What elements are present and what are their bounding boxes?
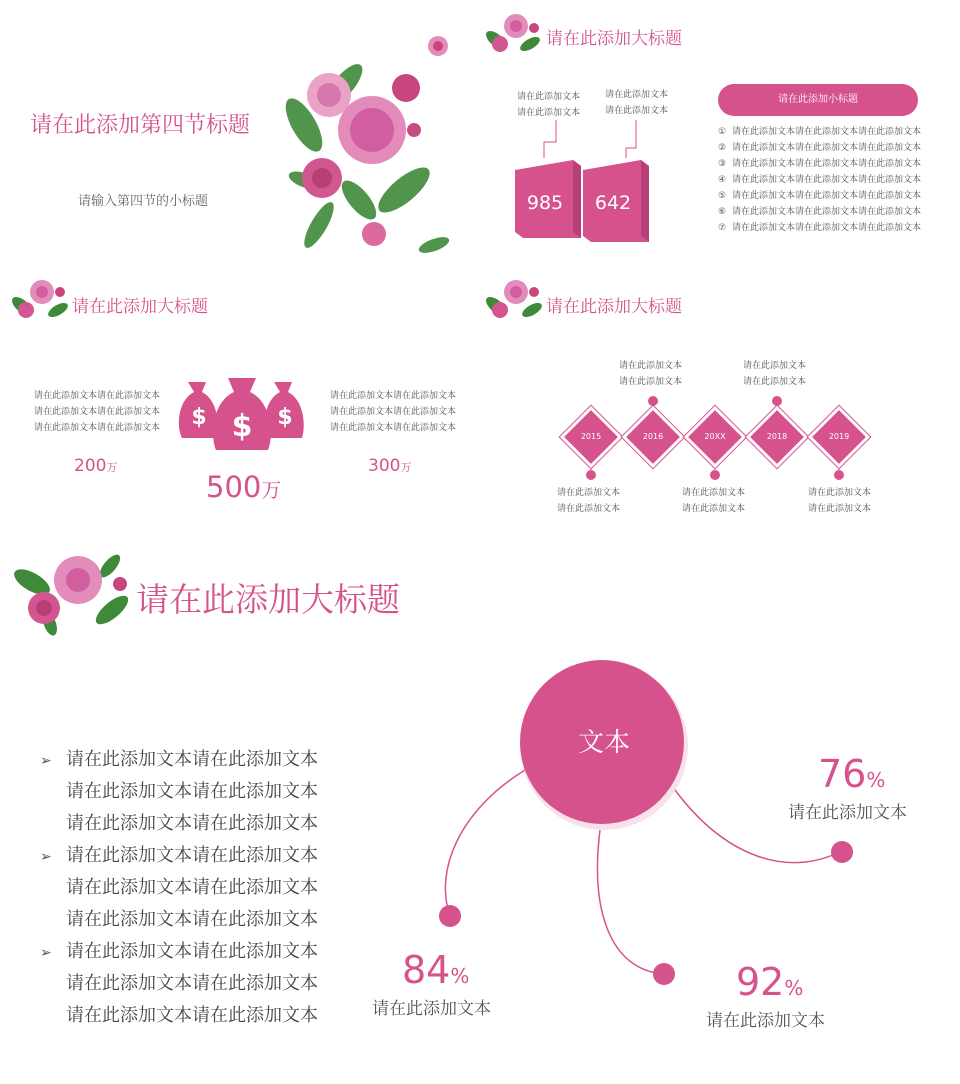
box-a: [515, 160, 581, 238]
list-item: ④ 请在此添加文本请在此添加文本请在此添加文本: [718, 175, 922, 185]
header-flower-icon: [486, 10, 542, 56]
list-item: ③ 请在此添加文本请在此添加文本请在此添加文本: [718, 159, 922, 169]
header-flower-icon: [14, 546, 132, 636]
node-dot: [439, 905, 461, 927]
slide2-title: 请在此添加大标题: [546, 29, 682, 49]
stat-84-label: 请在此添加文本: [372, 999, 491, 1019]
arrow-icon: ➢: [40, 945, 52, 961]
dollar-icon: $: [231, 409, 253, 444]
stat-76-value: 76%: [818, 752, 886, 796]
list-item: 请在此添加文本请在此添加文本: [66, 781, 318, 802]
peony-illustration: [284, 30, 454, 270]
dollar-icon: $: [191, 405, 207, 430]
bullet-list: [40, 744, 318, 1032]
timeline-bottom-text-1: 请在此添加文本 请在此添加文本: [557, 488, 621, 514]
list-item: ① 请在此添加文本请在此添加文本请在此添加文本: [718, 127, 922, 137]
timeline-node-20xx: 20XX: [688, 410, 742, 464]
slide3-title: 请在此添加大标题: [72, 297, 208, 317]
box-a-label: 请在此添加文本 请在此添加文本: [517, 92, 581, 118]
list-item: 请在此添加文本请在此添加文本: [66, 813, 318, 834]
timeline-top-text-1: 请在此添加文本 请在此添加文本: [619, 361, 683, 387]
numbered-list: [718, 124, 921, 236]
list-item: ⑦ 请在此添加文本请在此添加文本请在此添加文本: [718, 223, 922, 233]
node-dot: [653, 963, 675, 985]
section-subtitle: 请输入第四节的小标题: [78, 194, 209, 209]
timeline-node-2019: 2019: [812, 410, 866, 464]
timeline-top-text-2: 请在此添加文本 请在此添加文本: [743, 361, 807, 387]
arrow-icon: ➢: [40, 753, 52, 769]
timeline-dot: [772, 396, 782, 406]
stat-84-value: 84%: [402, 948, 470, 992]
money-left-value: 200万: [74, 456, 118, 476]
stat-76-label: 请在此添加文本: [788, 803, 907, 823]
list-item: ➢ 请在此添加文本请在此添加文本: [40, 744, 318, 776]
timeline-bottom-text-3: 请在此添加文本 请在此添加文本: [808, 488, 872, 514]
timeline-bottom-text-2: 请在此添加文本 请在此添加文本: [682, 488, 746, 514]
money-left-text: 请在此添加文本请在此添加文本 请在此添加文本请在此添加文本 请在此添加文本请在此添加文本: [34, 391, 161, 433]
list-item: ⑤ 请在此添加文本请在此添加文本请在此添加文本: [718, 191, 922, 201]
money-center-value: 500万: [206, 470, 282, 504]
slide4-title: 请在此添加大标题: [546, 297, 682, 317]
list-item: 请在此添加文本请在此添加文本: [66, 1005, 318, 1026]
list-item: ② 请在此添加文本请在此添加文本请在此添加文本: [718, 143, 922, 153]
timeline-node-2015: 2015: [564, 410, 618, 464]
section-title: 请在此添加第四节标题: [30, 113, 251, 138]
node-dot: [831, 841, 853, 863]
list-item: ⑥ 请在此添加文本请在此添加文本请在此添加文本: [718, 207, 922, 217]
box-b-value: 642: [594, 192, 632, 214]
money-right-value: 300万: [368, 456, 412, 476]
box-b-label: 请在此添加文本 请在此添加文本: [605, 90, 669, 116]
header-flower-icon: [12, 278, 68, 322]
small-bloom-icon: [426, 34, 450, 58]
money-right-text: 请在此添加文本请在此添加文本 请在此添加文本请在此添加文本 请在此添加文本请在此添加文本: [330, 391, 457, 433]
list-item: ➢ 请在此添加文本请在此添加文本: [40, 840, 318, 872]
list-item: ➢ 请在此添加文本请在此添加文本: [40, 936, 318, 968]
money-bags-icon: [176, 376, 310, 452]
list-item: 请在此添加文本请在此添加文本: [66, 973, 318, 994]
timeline-node-2016: 2016: [626, 410, 680, 464]
arrow-icon: ➢: [40, 849, 52, 865]
center-circle-label: 文本: [577, 728, 630, 758]
stat-92-label: 请在此添加文本: [706, 1011, 825, 1031]
timeline-dot: [648, 396, 658, 406]
timeline-dot: [586, 470, 596, 480]
stat-92-value: 92%: [736, 960, 804, 1004]
box-a-value: 985: [526, 192, 564, 214]
main-title: 请在此添加大标题: [136, 580, 400, 619]
timeline-dot: [834, 470, 844, 480]
timeline-dot: [710, 470, 720, 480]
timeline-node-2018: 2018: [750, 410, 804, 464]
list-item: 请在此添加文本请在此添加文本: [66, 909, 318, 930]
dollar-icon: $: [277, 405, 293, 430]
list-item: 请在此添加文本请在此添加文本: [66, 877, 318, 898]
subtitle-pill: 请在此添加小标题: [718, 84, 918, 116]
box-b: [583, 160, 649, 242]
header-flower-icon: [486, 278, 542, 322]
